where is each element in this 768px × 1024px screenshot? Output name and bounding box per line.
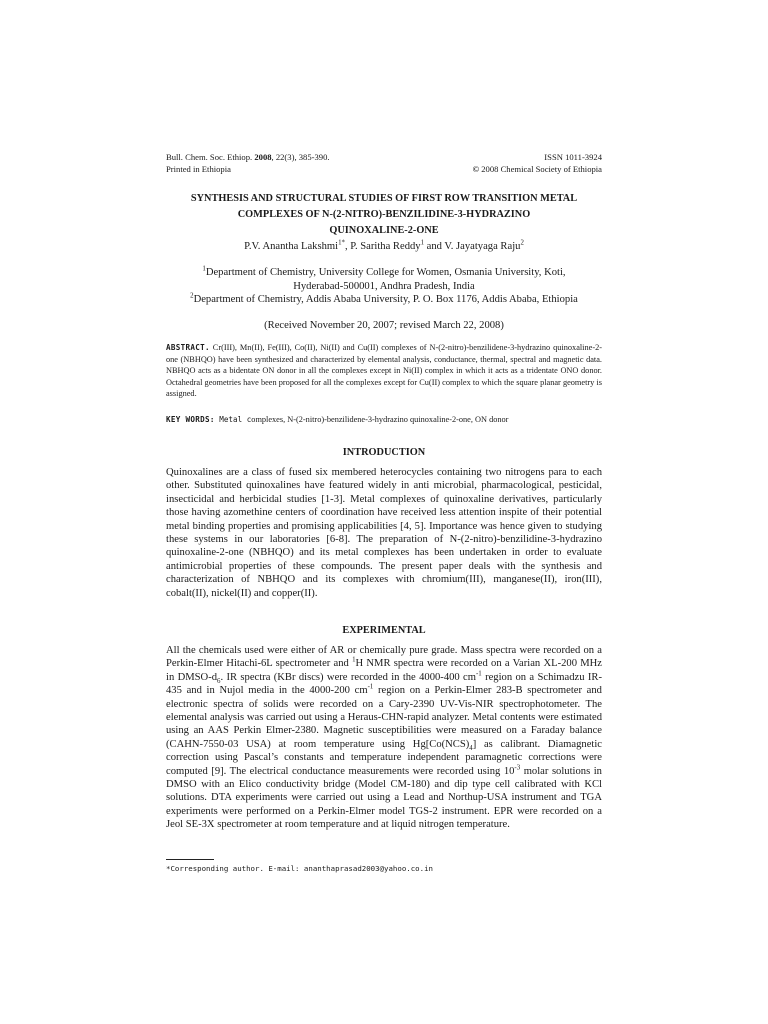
journal-year: 2008 (254, 152, 272, 162)
author-2-marker: 1 (420, 239, 425, 247)
header-row-1 (166, 151, 602, 163)
paper-title (166, 191, 602, 239)
author-3-marker: 2 (520, 239, 524, 247)
footnote-divider (166, 859, 214, 860)
affiliation-1-marker: 1 (202, 265, 206, 273)
corresponding-author-footnote: *Corresponding author. E-mail: ananthaprasad2003@yahoo.co.in (166, 864, 433, 873)
experimental-text-part: H NMR spectra were recorded on a Varian XL-200 MHz in DMSO-d (166, 658, 602, 683)
keywords-label: KEY WORDS: (166, 415, 215, 424)
introduction-text: Quinoxalines are a class of fused six membered heterocycles containing two nitrogens para to each other. Substituted quinoxalines have featured widely in anti microbial, pharmacological, pesticidal, insecticidal and herbicidal studies [1-3]. Metal complexes of quinoxaline derivatives, particularly those having azomethine centers of coordination have received less attention inspite of their potential metal binding properties and promising applicabilities [4, 5]. Importance was hence given to studying these systems in our laboratories [6-8]. The preparation of N-(2-nitro)-benzilidine-3-hydrazino quinoxaline-2-one (NBHQO) and its metal complexes has been undertaken in order to evaluate antimicrobial properties of these compounds. The present paper deals with the synthesis and characterization of NBHQO and its complexes with chromium(III), manganese(II), iron(III), cobalt(II), nickel(II) and copper(II). (166, 467, 602, 599)
journal-header (166, 151, 602, 175)
title-line-2: COMPLEXES OF N-(2-NITRO)-BENZILIDINE-3-HYDRAZINO (237, 209, 531, 220)
superscript: -1 (476, 670, 482, 678)
affiliations (166, 266, 602, 307)
affiliation-2-marker: 2 (190, 292, 194, 300)
copyright-icon: © (472, 164, 480, 174)
printed-in: Printed in Ethiopia (166, 164, 231, 174)
author-1: P.V. Anantha Lakshmi (244, 241, 339, 252)
affiliation-2 (166, 293, 602, 307)
superscript: 1 (352, 656, 356, 664)
keywords-text: omplexes, N-(2-nitro)-benzilidene-3-hydrazino quinoxaline-2-one, ON donor (251, 415, 509, 424)
header-row-2 (166, 163, 602, 175)
affiliation-1 (166, 266, 602, 280)
journal-name: Bull. Chem. Soc. Ethiop. (166, 152, 253, 162)
author-3: and V. Jayatyaga Raju (424, 241, 521, 252)
experimental-text-part: region on a Perkin-Elmer 283-B spectrometer and electronic spectra of solids were recorded on a Cary-2390 UV-Vis-NIR spectrophotometer. The elemental analysis was carried out using a Heraus-CHN-rapid analyzer. Metal contents were estimated using an AAS Perkin Elmer-2380. Magnetic susceptibilities were measured on a Faraday balance (CAHN-7550-03 USA) at room temperature using Hg[Co(NCS) (166, 685, 602, 750)
author-1-marker: 1* (338, 239, 345, 247)
issn: ISSN 1011-3924 (544, 152, 602, 162)
abstract-text: Cr(III), Mn(II), Fe(III), Co(II), Ni(II) and Cu(II) complexes of N-(2-nitro)-benzilidene-3-hydrazino quinoxaline-2-one (NBHQO) have been synthesized and characterized by elemental analysis, conductance, thermal, spectral and magnetic data. NBHQO acts as a bidentate ON donor in all the complexes except in Ni(II) complex in which it acts as a tridentate ONO donor. Octahedral geometries have been proposed for all the complexes except for Cu(II) complex to which the square planar geometry is assigned. (166, 343, 602, 398)
subscript: 4 (469, 744, 473, 752)
volume-pages: , 22(3), 385-390. (271, 152, 330, 162)
experimental-heading: EXPERIMENTAL (342, 625, 426, 636)
keywords-first: Metal c (214, 415, 252, 424)
title-line-3: QUINOXALINE-2-ONE (329, 225, 439, 236)
subscript: 6 (217, 677, 221, 685)
experimental-text-part: . IR spectra (KBr discs) were recorded in the 4000-400 cm (220, 671, 476, 683)
author-list (166, 240, 602, 254)
superscript: -1 (367, 683, 374, 691)
author-2: , P. Saritha Reddy (344, 241, 421, 252)
affiliation-1-line-1: Department of Chemistry, University College for Women, Osmania University, Koti, (205, 267, 566, 278)
copyright (473, 163, 602, 175)
superscript: -3 (514, 764, 521, 772)
affiliation-2-text: Department of Chemistry, Addis Ababa University, P. O. Box 1176, Addis Ababa, Ethiopia (193, 294, 578, 305)
abstract (166, 342, 602, 400)
keywords (166, 414, 602, 426)
affiliation-1-line-2: Hyderabad-500001, Andhra Pradesh, India (293, 280, 475, 292)
experimental-text (166, 644, 602, 832)
copyright-text: 2008 Chemical Society of Ethiopia (479, 164, 602, 174)
title-line-1: SYNTHESIS AND STRUCTURAL STUDIES OF FIRST ROW TRANSITION METAL (190, 193, 578, 204)
experimental-text-part: region on a Schimadzu IR-435 and in Nujol media in the 4000-200 cm (166, 671, 603, 697)
experimental-text-part: ] as calibrant. Diamagnetic correction using Pascal’s constants and temperature independent paramagnetic corrections were computed [9]. The electrical conductance measurements were recorded using 10 (166, 738, 602, 777)
abstract-label: ABSTRACT. (166, 343, 210, 352)
experimental-text-part: All the chemicals used were either of AR or chemically pure grade. Mass spectra were recorded on a Perkin-Elmer Hitachi-6L spectrometer and (166, 645, 602, 670)
experimental-text-part: molar solutions in DMSO with an Elico conductivity bridge (Model CM-180) and dip type cell calibrated with KCl solutions. DTA experiments were carried out using a Lead and Northup-USA instrument and TGA experiments were performed on a Perkin-Elmer model TGS-2 instrument. EPR were recorded on a Jeol SE-3X spectrometer at room temperature and at liquid nitrogen temperature. (166, 765, 602, 831)
citation (166, 151, 330, 163)
introduction-heading: INTRODUCTION (342, 447, 426, 458)
received-dates: (Received November 20, 2007; revised March 22, 2008) (264, 320, 504, 331)
